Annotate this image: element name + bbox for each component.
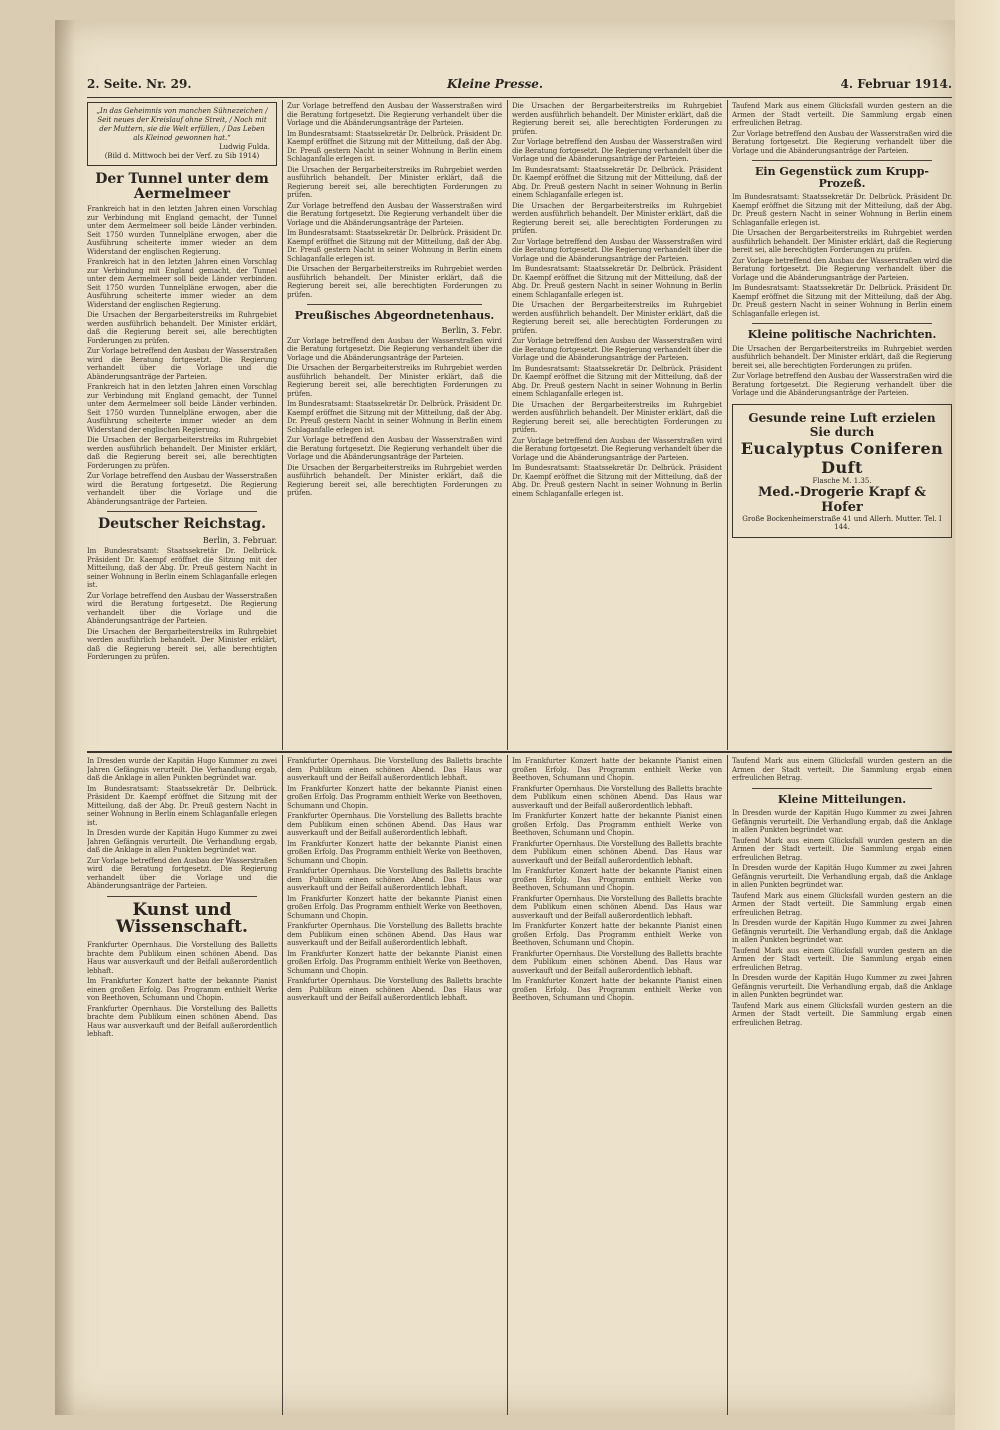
col2-text-1: Zur Vorlage betreffend den Ausbau der Wasserstraßen wird die Beratung fortgesetzt. Die Regierung verhandelt über die Vorlage und die Abänderungsanträge der Parteien. [287,102,502,127]
ad-product-name: Eucalyptus Coniferen Duft [740,438,944,477]
bottom3-text-7: Im Frankfurter Konzert hatte der bekannte Pianist einen großen Erfolg. Das Programm enthielt Werke von Beethoven, Schumann und Chopin. [512,922,722,947]
bottom2-text-8: Im Frankfurter Konzert hatte der bekannte Pianist einen großen Erfolg. Das Programm enthielt Werke von Beethoven, Schumann und Chopin. [287,949,502,975]
col3-text-3: Im Bundesratsamt: Staatssekretär Dr. Delbrück. Präsident Dr. Kaempf eröffnet die Sitzung mit der Mitteilung, daß der Abg. Dr. Preuß gestern Nacht in seiner Wohnung in Berlin einem Schlaganfalle erlegen ist. [512,165,722,199]
bottom2-text-4: Im Frankfurter Konzert hatte der bekannte Pianist einen großen Erfolg. Das Programm enthielt Werke von Beethoven, Schumann und Chopin. [287,839,502,865]
col4-text-1: Taufend Mark aus einem Glücksfall wurden gestern an die Armen der Stadt verteilt. Die Sammlung ergab einen erfreulichen Betrag. [732,102,952,127]
bottom1-text-1: In Dresden wurde der Kapitän Hugo Kummer zu zwei Jahren Gefängnis verurteilt. Die Verhandlung ergab, daß die Anklage in allen Punkten begründet war. [87,757,277,782]
bottom1-text-6: Im Frankfurter Konzert hatte der bekannte Pianist einen großen Erfolg. Das Programm enthielt Werke von Beethoven, Schumann und Chopin. [87,977,277,1003]
bottom4-text-1: Taufend Mark aus einem Glücksfall wurden gestern an die Armen der Stadt verteilt. Die Sammlung ergab einen erfreulichen Betrag. [732,757,952,782]
newspaper-title: Kleine Presse. [447,77,544,91]
col4-text-3: Im Bundesratsamt: Staatssekretär Dr. Delbrück. Präsident Dr. Kaempf eröffnet die Sitzung mit der Mitteilung, daß der Abg. Dr. Preuß gestern Nacht in seiner Wohnung in Berlin einem Schlaganfalle erlegen ist. [732,193,952,227]
headline-kunst: Kunst und Wissenschaft. [116,899,248,938]
column-3-bottom [512,757,722,1412]
col2-text-7: Zur Vorlage betreffend den Ausbau der Wasserstraßen wird die Beratung fortgesetzt. Die Regierung verhandelt über die Vorlage und die Abänderungsanträge der Parteien. [287,336,502,362]
col2-text-8: Die Ursachen der Bergarbeiterstreiks im Ruhrgebiet werden ausführlich behandelt. Der Minister erklärt, daß die Regierung bereit sei, alle berechtigten Forderungen zu prüfen. [287,364,502,398]
col3-text-10: Die Ursachen der Bergarbeiterstreiks im Ruhrgebiet werden ausführlich behandelt. Der Minister erklärt, daß die Regierung bereit sei, alle berechtigten Forderungen zu prüfen. [512,400,722,434]
reichstag-dateline: Berlin, 3. Februar. [202,536,277,546]
col2-text-4: Zur Vorlage betreffend den Ausbau der Wasserstraßen wird die Beratung fortgesetzt. Die Regierung verhandelt über die Vorlage und die Abänderungsanträge der Parteien. [287,201,502,227]
article-tunnel-text-6: Die Ursachen der Bergarbeiterstreiks im Ruhrgebiet werden ausführlich behandelt. Der Minister erklärt, daß die Regierung bereit sei, alle berechtigten Forderungen zu prüfen. [87,436,277,470]
page-number: 2. Seite. Nr. 29. [87,77,192,91]
article-reichstag-text-2: Zur Vorlage betreffend den Ausbau der Wasserstraßen wird die Beratung fortgesetzt. Die Regierung verhandelt über die Vorlage und die Abänderungsanträge der Parteien. [87,591,277,626]
col3-text-7: Die Ursachen der Bergarbeiterstreiks im Ruhrgebiet werden ausführlich behandelt. Der Minister erklärt, daß die Regierung bereit sei, alle berechtigten Forderungen zu prüfen. [512,301,722,335]
poem-note: (Bild d. Mittwoch bei der Verf. zu Sib 1914) [104,152,260,160]
col2-text-3: Die Ursachen der Bergarbeiterstreiks im Ruhrgebiet werden ausführlich behandelt. Der Minister erklärt, daß die Regierung bereit sei, alle berechtigten Forderungen zu prüfen. [287,165,502,199]
advertisement-box [732,404,952,538]
bottom4-text-7: Taufend Mark aus einem Glücksfall wurden gestern an die Armen der Stadt verteilt. Die Sammlung ergab einen erfreulichen Betrag. [732,946,952,972]
col4-text-4: Die Ursachen der Bergarbeiterstreiks im Ruhrgebiet werden ausführlich behandelt. Der Minister erklärt, daß die Regierung bereit sei, alle berechtigten Forderungen zu prüfen. [732,229,952,255]
bottom3-text-1: Im Frankfurter Konzert hatte der bekannte Pianist einen großen Erfolg. Das Programm enthielt Werke von Beethoven, Schumann und Chopin. [512,757,722,782]
abgeordnetenhaus-dateline: Berlin, 3. Febr. [441,325,502,335]
bottom1-text-2: Im Bundesratsamt: Staatssekretär Dr. Delbrück. Präsident Dr. Kaempf eröffnet die Sitzung mit der Mitteilung, daß der Abg. Dr. Preuß gestern Nacht in seiner Wohnung in Berlin einem Schlaganfalle erlegen ist. [87,784,277,827]
col2-text-11: Die Ursachen der Bergarbeiterstreiks im Ruhrgebiet werden ausführlich behandelt. Der Minister erklärt, daß die Regierung bereit sei, alle berechtigten Forderungen zu prüfen. [287,463,502,498]
newspaper-page [55,20,955,1415]
article-tunnel-text-5: Frankreich hat in den letzten Jahren einen Vorschlag zur Verbindung mit England gemacht, der Tunnel unter dem Aermelmeer soll beide Länder verbinden. Seit 1750 wurden Tunnelpläne erwogen, aber die Ausführung scheiterte immer wieder an dem Widerstand der englischen Regierung. [87,383,277,434]
bottom2-text-7: Frankfurter Opernhaus. Die Vorstellung des Balletts brachte dem Publikum einen schönen Abend. Das Haus war ausverkauft und der Beifall außerordentlich lebhaft. [287,922,502,947]
headline-krupp: Ein Gegenstück zum Krupp-Prozeß. [755,165,929,190]
col3-text-4: Die Ursachen der Bergarbeiterstreiks im Ruhrgebiet werden ausführlich behandelt. Der Minister erklärt, daß die Regierung bereit sei, alle berechtigten Forderungen zu prüfen. [512,201,722,235]
col4-text-2: Zur Vorlage betreffend den Ausbau der Wasserstraßen wird die Beratung fortgesetzt. Die Regierung verhandelt über die Vorlage und die Abänderungsanträge der Parteien. [732,129,952,155]
poem-lines: „In das Geheimnis von manchen Sühnezeichen / Seit neues der Kreislauf ohne Streit, / Noch mit der Muttern, sie die Welt erfüllen, / Das Leben als Kleinod gewonnen hat.“ [96,107,268,142]
bottom3-text-8: Frankfurter Opernhaus. Die Vorstellung des Balletts brachte dem Publikum einen schönen Abend. Das Haus war ausverkauft und der Beifall außerordentlich lebhaft. [512,949,722,975]
col3-text-9: Im Bundesratsamt: Staatssekretär Dr. Delbrück. Präsident Dr. Kaempf eröffnet die Sitzung mit der Mitteilung, daß der Abg. Dr. Preuß gestern Nacht in seiner Wohnung in Berlin einem Schlaganfalle erlegen ist. [512,364,722,398]
headline-mitteilungen: Kleine Mitteilungen. [777,792,907,806]
col3-text-6: Im Bundesratsamt: Staatssekretär Dr. Delbrück. Präsident Dr. Kaempf eröffnet die Sitzung mit der Mitteilung, daß der Abg. Dr. Preuß gestern Nacht in seiner Wohnung in Berlin einem Schlaganfalle erlegen ist. [512,265,722,299]
col4-text-7: Die Ursachen der Bergarbeiterstreiks im Ruhrgebiet werden ausführlich behandelt. Der Minister erklärt, daß die Regierung bereit sei, alle berechtigten Forderungen zu prüfen. [732,344,952,370]
article-reichstag-text-3: Die Ursachen der Bergarbeiterstreiks im Ruhrgebiet werden ausführlich behandelt. Der Minister erklärt, daß die Regierung bereit sei, alle berechtigten Forderungen zu prüfen. [87,627,277,662]
col2-text-5: Im Bundesratsamt: Staatssekretär Dr. Delbrück. Präsident Dr. Kaempf eröffnet die Sitzung mit der Mitteilung, daß der Abg. Dr. Preuß gestern Nacht in seiner Wohnung in Berlin einem Schlaganfalle erlegen ist. [287,229,502,263]
ad-price: Flasche M. 1.35. [812,476,872,485]
issue-date: 4. Februar 1914. [840,77,952,91]
ad-line-1: Gesunde reine Luft erzielen Sie durch [748,410,936,439]
article-tunnel-text-3: Die Ursachen der Bergarbeiterstreiks im Ruhrgebiet werden ausführlich behandelt. Der Minister erklärt, daß die Regierung bereit sei, alle berechtigten Forderungen zu prüfen. [87,311,277,345]
col2-text-10: Zur Vorlage betreffend den Ausbau der Wasserstraßen wird die Beratung fortgesetzt. Die Regierung verhandelt über die Vorlage und die Abänderungsanträge der Parteien. [287,436,502,462]
headline-politische: Kleine politische Nachrichten. [747,328,937,342]
col4-text-6: Im Bundesratsamt: Staatssekretär Dr. Delbrück. Präsident Dr. Kaempf eröffnet die Sitzung mit der Mitteilung, daß der Abg. Dr. Preuß gestern Nacht in seiner Wohnung in Berlin einem Schlaganfalle erlegen ist. [732,284,952,318]
bottom1-text-4: Zur Vorlage betreffend den Ausbau der Wasserstraßen wird die Beratung fortgesetzt. Die Regierung verhandelt über die Vorlage und die Abänderungsanträge der Parteien. [87,856,277,890]
headline-reichstag: Deutscher Reichstag. [97,516,267,533]
bottom1-text-3: In Dresden wurde der Kapitän Hugo Kummer zu zwei Jahren Gefängnis verurteilt. Die Verhandlung ergab, daß die Anklage in allen Punkten begründet war. [87,829,277,854]
col3-text-12: Im Bundesratsamt: Staatssekretär Dr. Delbrück. Präsident Dr. Kaempf eröffnet die Sitzung mit der Mitteilung, daß der Abg. Dr. Preuß gestern Nacht in seiner Wohnung in Berlin einem Schlaganfalle erlegen ist. [512,464,722,498]
col3-text-2: Zur Vorlage betreffend den Ausbau der Wasserstraßen wird die Beratung fortgesetzt. Die Regierung verhandelt über die Vorlage und die Abänderungsanträge der Parteien. [512,138,722,163]
col3-text-1: Die Ursachen der Bergarbeiterstreiks im Ruhrgebiet werden ausführlich behandelt. Der Minister erklärt, daß die Regierung bereit sei, alle berechtigten Forderungen zu prüfen. [512,102,722,136]
bottom3-text-3: Im Frankfurter Konzert hatte der bekannte Pianist einen großen Erfolg. Das Programm enthielt Werke von Beethoven, Schumann und Chopin. [512,812,722,837]
headline-abgeordnetenhaus: Preußisches Abgeordnetenhaus. [294,309,495,322]
bottom3-text-9: Im Frankfurter Konzert hatte der bekannte Pianist einen großen Erfolg. Das Programm enthielt Werke von Beethoven, Schumann und Chopin. [512,977,722,1002]
bottom4-text-4: In Dresden wurde der Kapitän Hugo Kummer zu zwei Jahren Gefängnis verurteilt. Die Verhandlung ergab, daß die Anklage in allen Punkten begründet war. [732,864,952,890]
bottom4-text-8: In Dresden wurde der Kapitän Hugo Kummer zu zwei Jahren Gefängnis verurteilt. Die Verhandlung ergab, daß die Anklage in allen Punkten begründet war. [732,974,952,1000]
col2-text-6: Die Ursachen der Bergarbeiterstreiks im Ruhrgebiet werden ausführlich behandelt. Der Minister erklärt, daß die Regierung bereit sei, alle berechtigten Forderungen zu prüfen. [287,265,502,299]
bottom4-text-3: Taufend Mark aus einem Glücksfall wurden gestern an die Armen der Stadt verteilt. Die Sammlung ergab einen erfreulichen Betrag. [732,836,952,862]
col2-text-2: Im Bundesratsamt: Staatssekretär Dr. Delbrück. Präsident Dr. Kaempf eröffnet die Sitzung mit der Mitteilung, daß der Abg. Dr. Preuß gestern Nacht in seiner Wohnung in Berlin einem Schlaganfalle erlegen ist. [287,129,502,163]
article-reichstag-text: Im Bundesratsamt: Staatssekretär Dr. Delbrück. Präsident Dr. Kaempf eröffnet die Sitzung mit der Mitteilung, daß der Abg. Dr. Preuß gestern Nacht in seiner Wohnung in Berlin einem Schlaganfalle erlegen ist. [87,547,277,590]
bottom3-text-6: Frankfurter Opernhaus. Die Vorstellung des Balletts brachte dem Publikum einen schönen Abend. Das Haus war ausverkauft und der Beifall außerordentlich lebhaft. [512,894,722,920]
col4-text-8: Zur Vorlage betreffend den Ausbau der Wasserstraßen wird die Beratung fortgesetzt. Die Regierung verhandelt über die Vorlage und die Abänderungsanträge der Parteien. [732,372,952,398]
col3-text-5: Zur Vorlage betreffend den Ausbau der Wasserstraßen wird die Beratung fortgesetzt. Die Regierung verhandelt über die Vorlage und die Abänderungsanträge der Parteien. [512,237,722,263]
poem-box [87,102,277,166]
adjacent-page-edge [955,0,1000,1430]
bottom2-text-2: Im Frankfurter Konzert hatte der bekannte Pianist einen großen Erfolg. Das Programm enthielt Werke von Beethoven, Schumann und Chopin. [287,784,502,810]
bottom3-text-4: Frankfurter Opernhaus. Die Vorstellung des Balletts brachte dem Publikum einen schönen Abend. Das Haus war ausverkauft und der Beifall außerordentlich lebhaft. [512,839,722,865]
column-4-bottom [732,757,952,1412]
bottom2-text-1: Frankfurter Opernhaus. Die Vorstellung des Balletts brachte dem Publikum einen schönen Abend. Das Haus war ausverkauft und der Beifall außerordentlich lebhaft. [287,757,502,782]
headline-tunnel: Der Tunnel unter dem Aermelmeer [95,171,269,202]
bottom2-text-6: Im Frankfurter Konzert hatte der bekannte Pianist einen großen Erfolg. Das Programm enthielt Werke von Beethoven, Schumann und Chopin. [287,894,502,920]
article-tunnel-text: Frankreich hat in den letzten Jahren einen Vorschlag zur Verbindung mit England gemacht, der Tunnel unter dem Aermelmeer soll beide Länder verbinden. Seit 1750 wurden Tunnelpläne erwogen, aber die Ausführung scheiterte immer wieder an dem Widerstand der englischen Regierung. [87,205,277,256]
bottom2-text-3: Frankfurter Opernhaus. Die Vorstellung des Balletts brachte dem Publikum einen schönen Abend. Das Haus war ausverkauft und der Beifall außerordentlich lebhaft. [287,812,502,837]
ad-drugstore: Med.-Drogerie Krapf & Hofer [758,484,926,515]
page-header [87,75,952,98]
column-3 [512,102,722,750]
article-tunnel-text-7: Zur Vorlage betreffend den Ausbau der Wasserstraßen wird die Beratung fortgesetzt. Die Regierung verhandelt über die Vorlage und die Abänderungsanträge der Parteien. [87,472,277,506]
column-2-bottom [287,757,502,1412]
column-1-bottom [87,757,277,1412]
ad-address: Große Bockenheimerstraße 41 und Allerh. Mutter. Tel. I 144. [742,514,942,531]
bottom3-text-5: Im Frankfurter Konzert hatte der bekannte Pianist einen großen Erfolg. Das Programm enthielt Werke von Beethoven, Schumann und Chopin. [512,867,722,892]
bottom2-text-5: Frankfurter Opernhaus. Die Vorstellung des Balletts brachte dem Publikum einen schönen Abend. Das Haus war ausverkauft und der Beifall außerordentlich lebhaft. [287,867,502,892]
bottom3-text-2: Frankfurter Opernhaus. Die Vorstellung des Balletts brachte dem Publikum einen schönen Abend. Das Haus war ausverkauft und der Beifall außerordentlich lebhaft. [512,784,722,810]
bottom4-text-5: Taufend Mark aus einem Glücksfall wurden gestern an die Armen der Stadt verteilt. Die Sammlung ergab einen erfreulichen Betrag. [732,891,952,917]
bottom4-text-9: Taufend Mark aus einem Glücksfall wurden gestern an die Armen der Stadt verteilt. Die Sammlung ergab einen erfreulichen Betrag. [732,1001,952,1027]
bottom4-text-2: In Dresden wurde der Kapitän Hugo Kummer zu zwei Jahren Gefängnis verurteilt. Die Verhandlung ergab, daß die Anklage in allen Punkten begründet war. [732,809,952,835]
column-4 [732,102,952,750]
bottom2-text-9: Frankfurter Opernhaus. Die Vorstellung des Balletts brachte dem Publikum einen schönen Abend. Das Haus war ausverkauft und der Beifall außerordentlich lebhaft. [287,977,502,1002]
poem-author: Ludwig Fulda. [218,143,270,151]
col2-text-9: Im Bundesratsamt: Staatssekretär Dr. Delbrück. Präsident Dr. Kaempf eröffnet die Sitzung mit der Mitteilung, daß der Abg. Dr. Preuß gestern Nacht in seiner Wohnung in Berlin einem Schlaganfalle erlegen ist. [287,400,502,434]
col4-text-5: Zur Vorlage betreffend den Ausbau der Wasserstraßen wird die Beratung fortgesetzt. Die Regierung verhandelt über die Vorlage und die Abänderungsanträge der Parteien. [732,256,952,282]
article-tunnel-text-2: Frankreich hat in den letzten Jahren einen Vorschlag zur Verbindung mit England gemacht, der Tunnel unter dem Aermelmeer soll beide Länder verbinden. Seit 1750 wurden Tunnelpläne erwogen, aber die Ausführung scheiterte immer wieder an dem Widerstand der englischen Regierung. [87,258,277,309]
col3-text-11: Zur Vorlage betreffend den Ausbau der Wasserstraßen wird die Beratung fortgesetzt. Die Regierung verhandelt über die Vorlage und die Abänderungsanträge der Parteien. [512,436,722,462]
column-1 [87,102,277,750]
bottom1-text-7: Frankfurter Opernhaus. Die Vorstellung des Balletts brachte dem Publikum einen schönen Abend. Das Haus war ausverkauft und der Beifall außerordentlich lebhaft. [87,1004,277,1039]
column-2 [287,102,502,750]
bottom1-text-5: Frankfurter Opernhaus. Die Vorstellung des Balletts brachte dem Publikum einen schönen Abend. Das Haus war ausverkauft und der Beifall außerordentlich lebhaft. [87,941,277,975]
article-tunnel-text-4: Zur Vorlage betreffend den Ausbau der Wasserstraßen wird die Beratung fortgesetzt. Die Regierung verhandelt über die Vorlage und die Abänderungsanträge der Parteien. [87,347,277,381]
bottom4-text-6: In Dresden wurde der Kapitän Hugo Kummer zu zwei Jahren Gefängnis verurteilt. Die Verhandlung ergab, daß die Anklage in allen Punkten begründet war. [732,919,952,945]
col3-text-8: Zur Vorlage betreffend den Ausbau der Wasserstraßen wird die Beratung fortgesetzt. Die Regierung verhandelt über die Vorlage und die Abänderungsanträge der Parteien. [512,337,722,362]
